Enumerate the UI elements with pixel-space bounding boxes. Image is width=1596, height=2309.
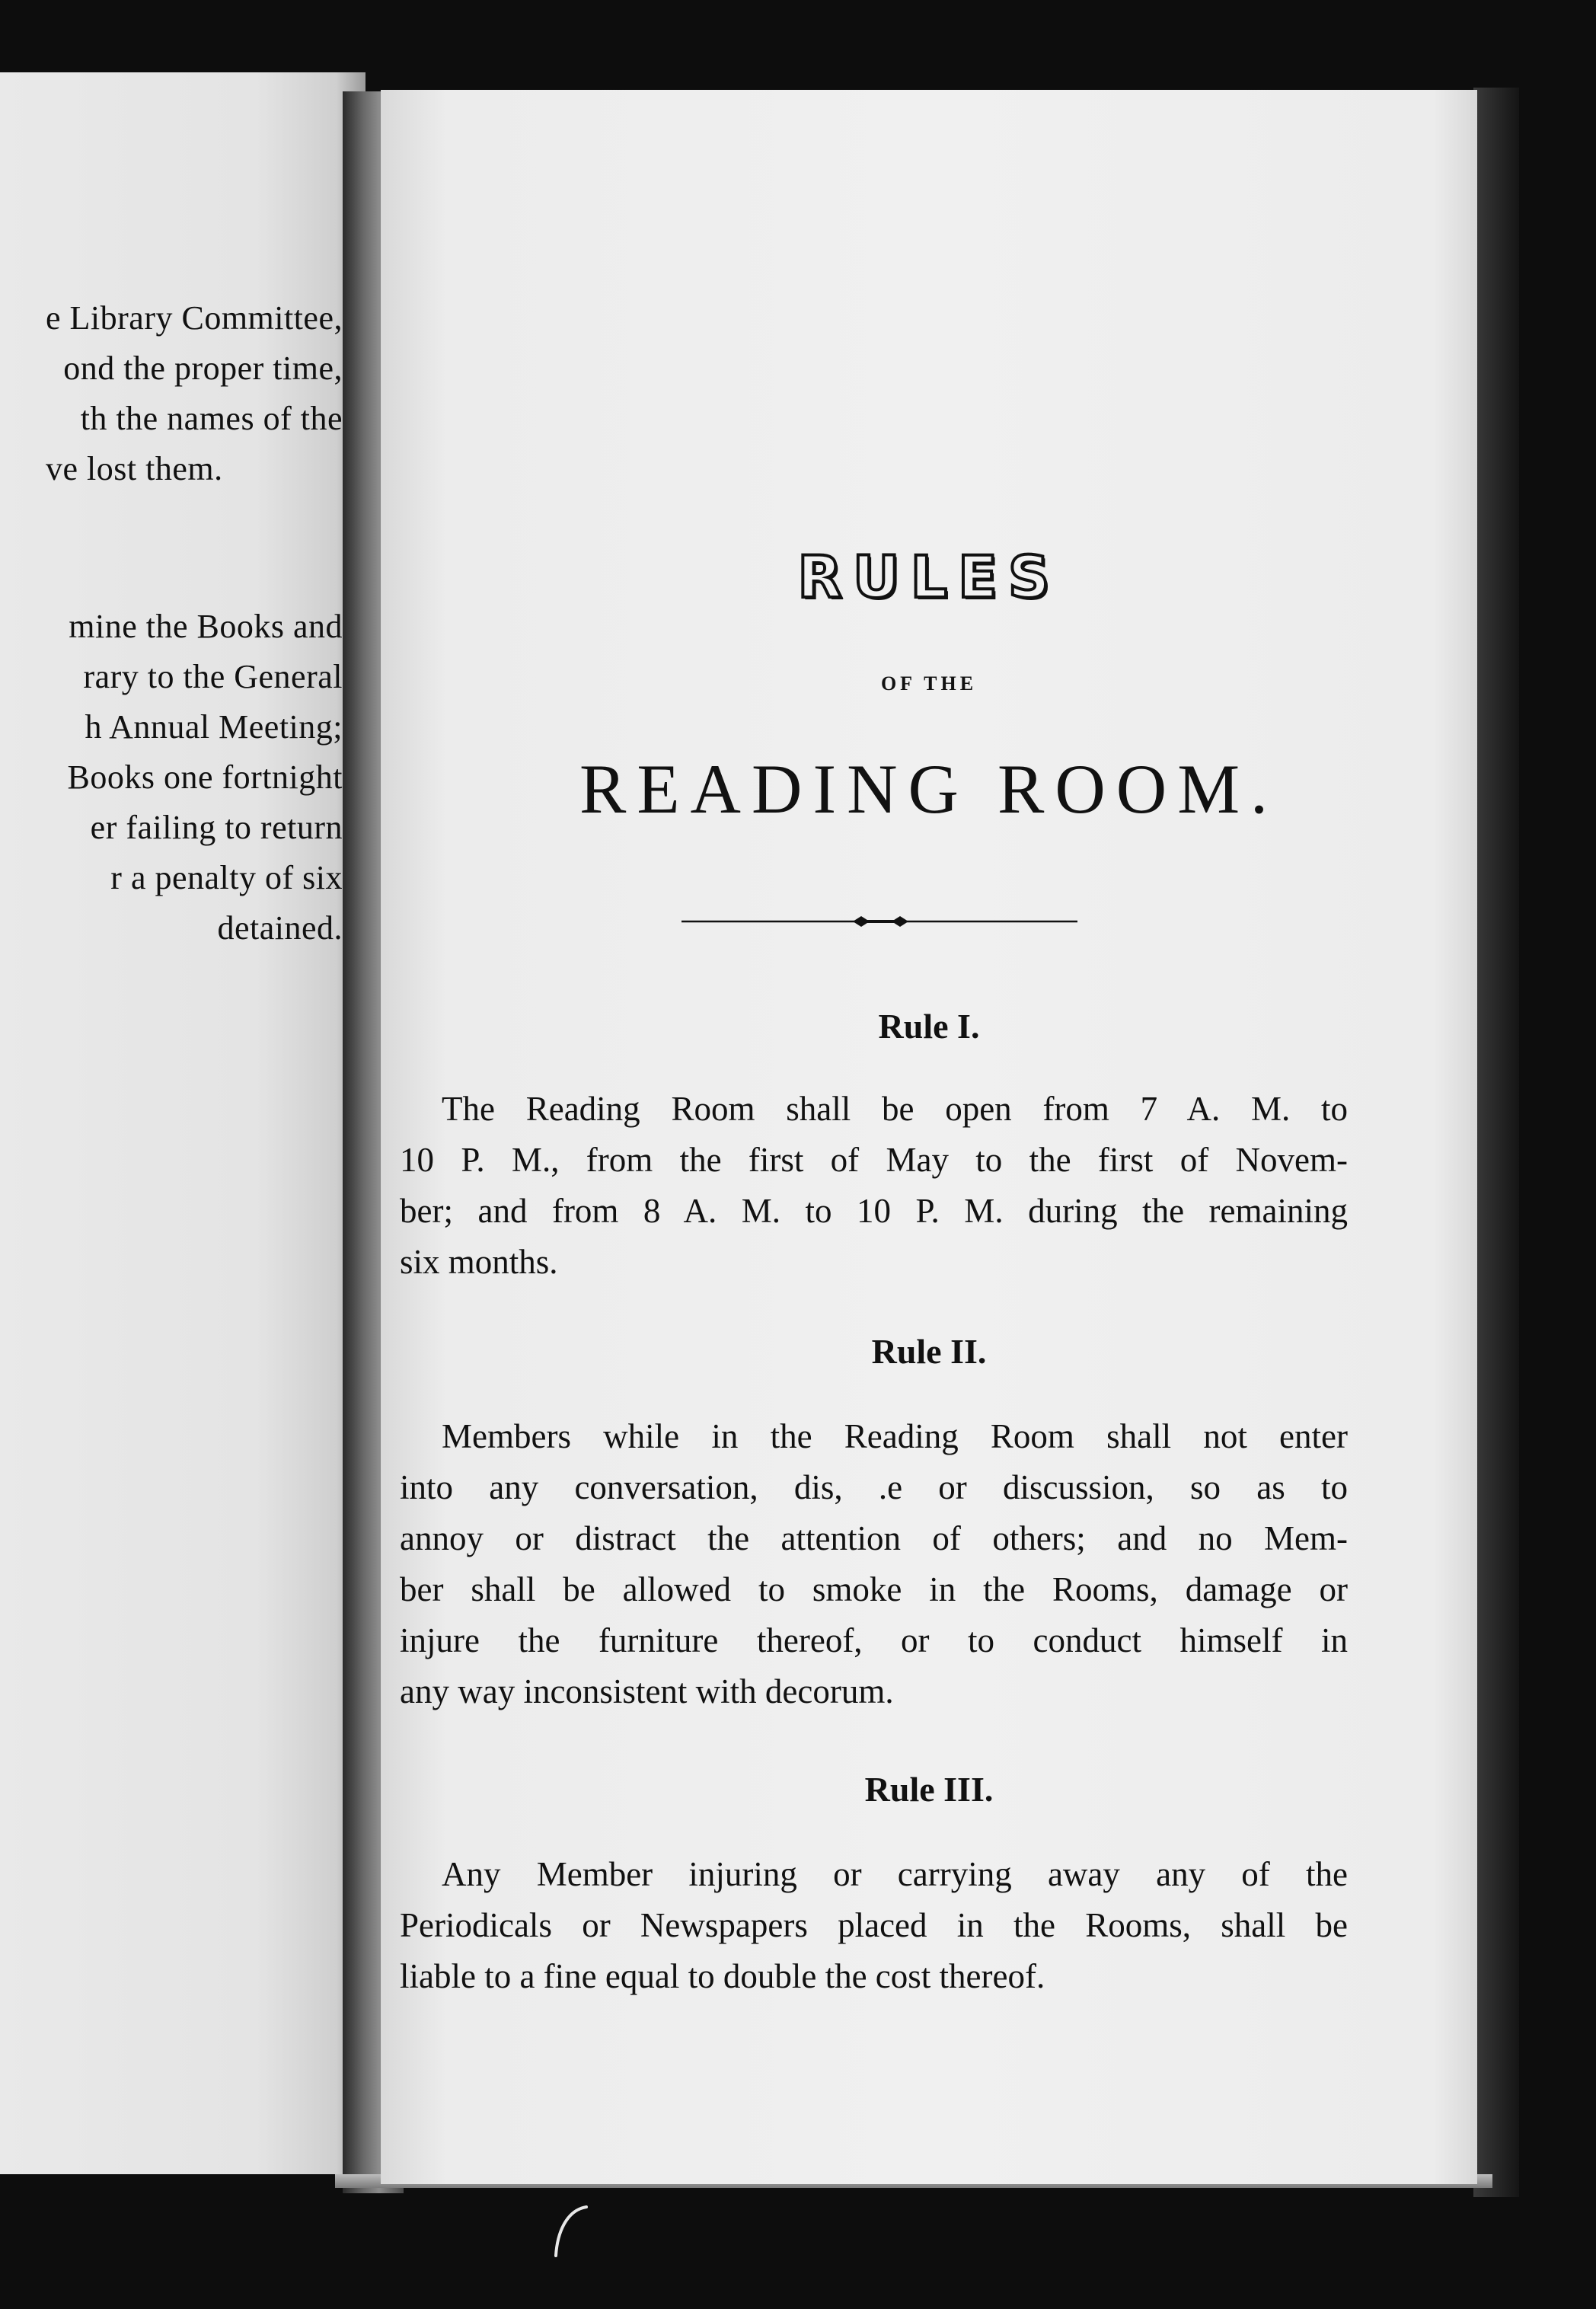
rule-2-text [400, 1411, 1348, 1717]
left-page-text-block-1 [46, 293, 343, 494]
left-page-line: mine the Books and [69, 608, 343, 645]
left-page-line: r a penalty of six [110, 859, 343, 896]
rule-2-line: annoy or distract the attention of others; and no Mem- [400, 1519, 1348, 1557]
left-page-line: h Annual Meeting; [85, 708, 343, 746]
rule-2-line: ber shall be allowed to smoke in the Rooms, damage or [400, 1570, 1348, 1608]
title-of-the: OF THE [880, 672, 978, 695]
title-rules: RULES [797, 543, 1061, 611]
rule-3-line: Any Member injuring or carrying away any of the [442, 1855, 1348, 1893]
left-page-line: Books one fortnight [67, 758, 343, 796]
page-edge-shadow [1473, 88, 1519, 2197]
rules-page [381, 90, 1477, 2184]
rule-3-text [400, 1849, 1348, 2002]
rule-2-heading: Rule II. [871, 1332, 987, 1371]
left-page [0, 72, 365, 2174]
left-page-line: th the names of the [80, 400, 343, 437]
left-page-line: ve lost them. [46, 450, 223, 487]
left-page-line: rary to the General [83, 658, 343, 695]
left-page-line: e Library Committee, [46, 299, 343, 337]
rule-1-line: The Reading Room shall be open from 7 A. M. to [442, 1090, 1348, 1128]
left-page-text-block-2 [68, 602, 343, 953]
left-page-line: er failing to return [90, 809, 343, 846]
rule-3-line: liable to a fine equal to double the cost thereof. [400, 1957, 1045, 1995]
title-reading-room: READING ROOM. [579, 750, 1278, 828]
rule-1-line: ber; and from 8 A. M. to 10 P. M. during the remaining [400, 1192, 1348, 1230]
left-page-line: ond the proper time, [63, 350, 343, 387]
rule-2-line: injure the furniture thereof, or to conduct himself in [400, 1621, 1348, 1659]
rule-1-line: six months. [400, 1243, 558, 1281]
ornamental-divider [681, 906, 1077, 937]
rule-1-line: 10 P. M., from the first of May to the first of Novem- [400, 1141, 1348, 1179]
rule-2-line: Members while in the Reading Room shall not enter [442, 1417, 1348, 1455]
rule-2-line: into any conversation, dis, .e or discussion, so as to [400, 1468, 1348, 1506]
rule-3-line: Periodicals or Newspapers placed in the Rooms, shall be [400, 1906, 1348, 1944]
left-page-line: detained. [217, 909, 343, 947]
rule-2-line: any way inconsistent with decorum. [400, 1672, 894, 1710]
rule-1-text [400, 1084, 1348, 1288]
film-scratch-mark [548, 2201, 594, 2262]
rule-1-heading: Rule I. [878, 1007, 980, 1046]
rule-3-heading: Rule III. [864, 1770, 994, 1809]
